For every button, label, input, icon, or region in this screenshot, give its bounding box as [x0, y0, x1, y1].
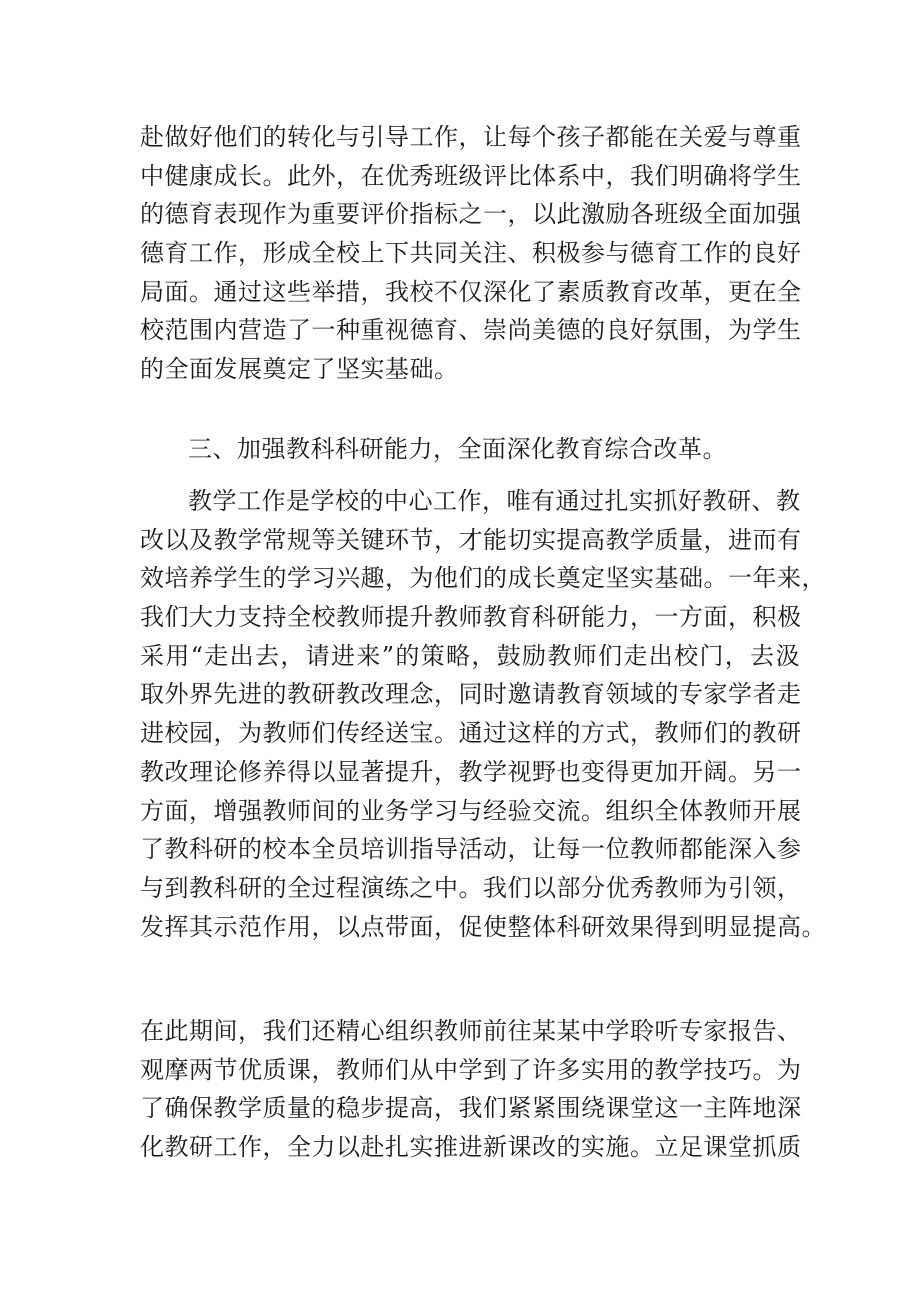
paragraph-teaching-research — [140, 482, 826, 946]
paragraph-line: 取外界先进的教研教改理念，同时邀请教育领域的专家学者走 — [140, 680, 802, 709]
paragraph-line: 教学工作是学校的中心工作，唯有通过扎实抓好教研、教 — [188, 487, 801, 515]
paragraph-line: 校范围内营造了一种重视德育、崇尚美德的良好氛围，为学生 — [140, 316, 802, 345]
paragraph-line: 的德育表现作为重要评价指标之一，以此激励各班级全面加强 — [140, 200, 802, 229]
paragraph-line: 了教科研的校本全员培训指导活动，让每一位教师都能深入参 — [140, 835, 802, 864]
section-heading: 三、加强教科科研能力，全面深化教育综合改革。 — [188, 435, 727, 463]
paragraph-line: 赴做好他们的转化与引导工作，让每个孩子都能在关爱与尊重 — [140, 123, 802, 151]
paragraph-line: 改以及教学常规等关键环节，才能切实提高教学质量，进而有 — [140, 525, 802, 554]
paragraph-line: 德育工作，形成全校上下共同关注、积极参与德育工作的良好 — [140, 239, 802, 268]
paragraph-line: 进校园，为教师们传经送宝。通过这样的方式，教师们的教研 — [140, 719, 802, 748]
paragraph-line: 观摩两节优质课，教师们从中学到了许多实用的教学技巧。为 — [140, 1055, 802, 1084]
paragraph-line: 我们大力支持全校教师提升教师教育科研能力，一方面，积极 — [140, 603, 802, 632]
paragraph-line: 采用“走出去，请进来”的策略，鼓励教师们走出校门，去汲 — [140, 641, 800, 670]
paragraph-line: 教改理论修养得以显著提升，教学视野也变得更加开阔。另一 — [140, 757, 802, 786]
paragraph-line: 中健康成长。此外，在优秀班级评比体系中，我们明确将学生 — [140, 161, 802, 190]
paragraph-moral-education — [140, 118, 800, 389]
paragraph-line: 方面，增强教师间的业务学习与经验交流。组织全体教师开展 — [140, 796, 802, 825]
paragraph-line: 局面。通过这些举措，我校不仅深化了素质教育改革，更在全 — [140, 277, 802, 306]
paragraph-line: 在此期间，我们还精心组织教师前往某某中学聆听专家报告、 — [140, 1017, 802, 1045]
paragraph-line: 与到教科研的全过程演练之中。我们以部分优秀教师为引领， — [140, 873, 802, 902]
paragraph-line: 发挥其示范作用，以点带面，促使整体科研效果得到明显提高。 — [140, 912, 826, 941]
paragraph-line: 效培养学生的学习兴趣，为他们的成长奠定坚实基础。一年来， — [140, 564, 826, 593]
paragraph-line: 化教研工作，全力以赴扎实推进新课改的实施。立足课堂抓质 — [140, 1133, 802, 1162]
paragraph-line: 了确保教学质量的稳步提高，我们紧紧围绕课堂这一主阵地深 — [140, 1094, 802, 1123]
paragraph-line: 的全面发展奠定了坚实基础。 — [140, 355, 459, 384]
paragraph-classroom-reform — [140, 1012, 800, 1167]
